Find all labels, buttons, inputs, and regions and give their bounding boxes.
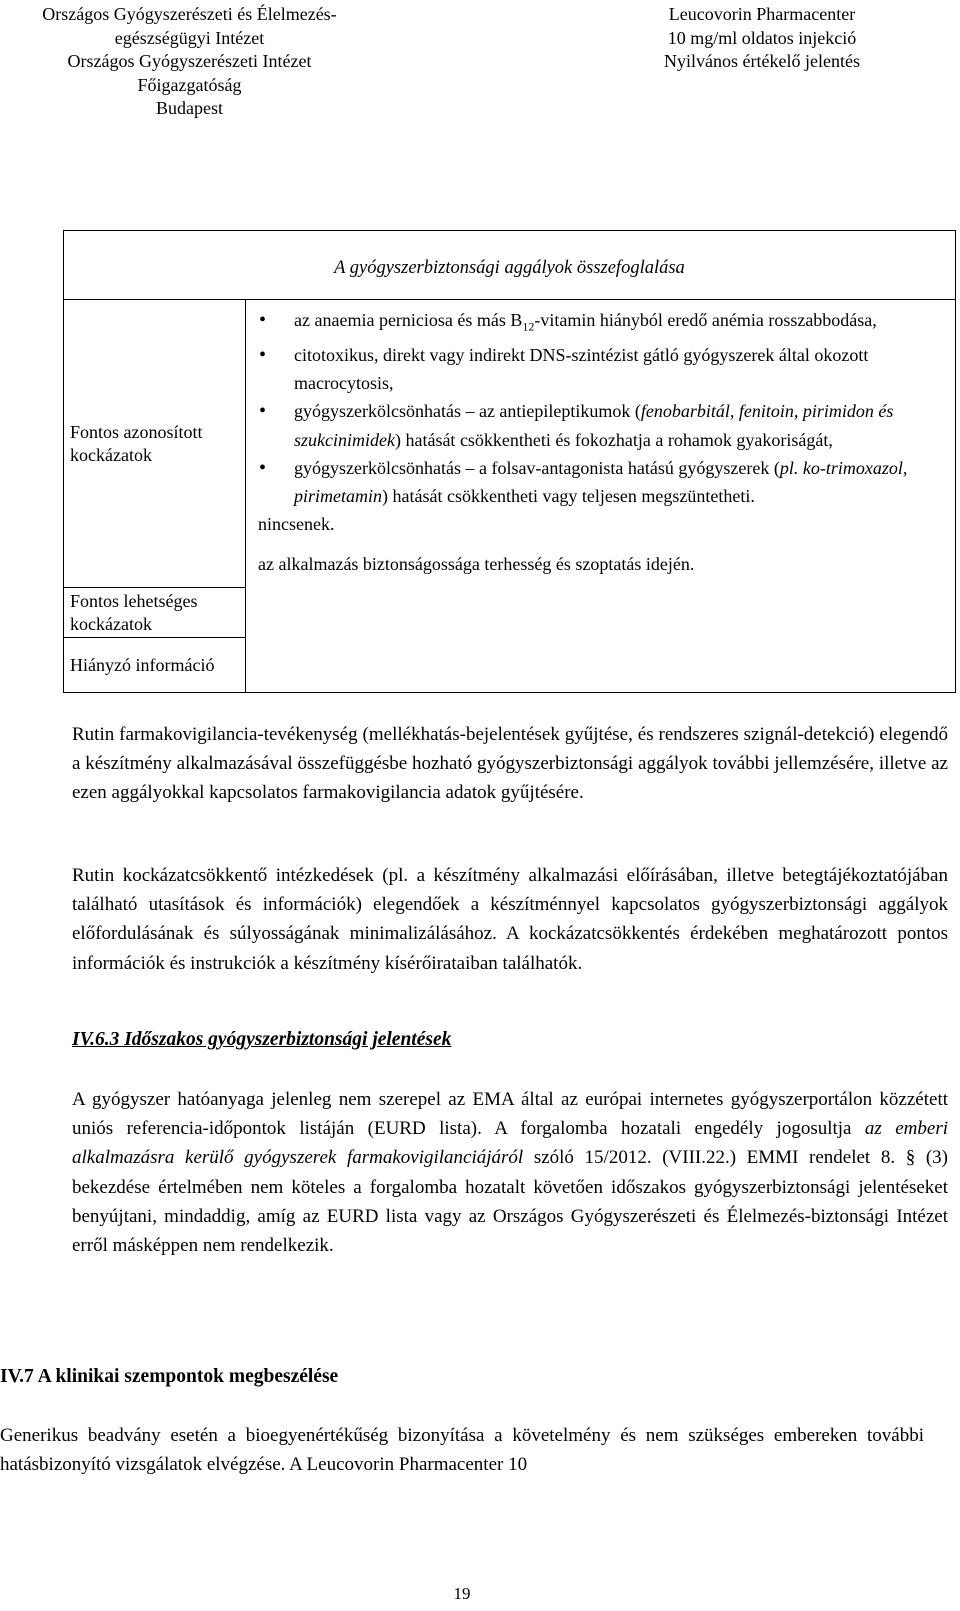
row-label-identified-risks: Fontos azonosított kockázatok — [64, 300, 246, 588]
header-left-line: egészségügyi Intézet — [114, 27, 265, 48]
header-left-line: Országos Gyógyszerészeti Intézet — [67, 51, 312, 71]
page-number: 19 — [453, 1584, 471, 1603]
list-item: • gyógyszerkölcsönhatás – a folsav-antagonista hatású gyógyszerek (pl. ko-trimoxazol, pirimetamin) hatását csökkentheti vagy teljesen megszüntetheti. — [294, 454, 943, 511]
risk-content-cell — [246, 300, 956, 693]
header-right — [604, 3, 920, 74]
row-label-missing-information: Hiányzó információ — [64, 638, 246, 693]
list-item: • gyógyszerkölcsönhatás – az antiepileptikumok (fenobarbitál, fenitoin, pirimidon és szukcinimidek) hatását csökkentheti és fokozhatja a rohamok gyakoriságát, — [294, 397, 943, 454]
missing-information-text: az alkalmazás biztonságossága terhesség és szoptatás idején. — [258, 553, 695, 574]
paragraph-pharmacovigilance: Rutin farmakovigilancia-tevékenység (mellékhatás-bejelentések gyűjtése, és rendszeres szignál-detekció) elegendő a készítmény alkalmazásával összefüggésbe hozható gyógyszerbiztonsági aggályok további jellemzésére, illetve az ezen aggályokkal kapcsolatos farmakovigilancia adatok gyűjtésére. — [72, 724, 948, 804]
header-right-line: Leucovorin Pharmacenter — [668, 4, 856, 24]
header-right-line: 10 mg/ml oldatos injekció — [667, 27, 857, 48]
header-left-line: Országos Gyógyszerészeti és Élelmezés- — [42, 4, 337, 24]
safety-summary-table — [63, 230, 956, 693]
header-left-line: Főigazgatóság — [137, 74, 242, 95]
identified-risks-list — [246, 300, 955, 511]
section-heading-clinical: IV.7 A klinikai szempontok megbeszélése — [0, 1366, 339, 1387]
potential-risks-text: nincsenek. — [258, 513, 335, 534]
section-heading-psur: IV.6.3 Időszakos gyógyszerbiztonsági jelentések — [72, 1029, 452, 1050]
header-right-line: Nyilvános értékelő jelentés — [664, 51, 860, 71]
row-label-potential-risks: Fontos lehetséges kockázatok — [64, 588, 246, 638]
paragraph-psur: A gyógyszer hatóanyaga jelenleg nem szerepel az EMA által az európai internetes gyógyszerportálon közzétett uniós referencia-időpontok listáján (EURD lista). A forgalomba hozatali engedély jogosultja az emberi alkalmazásra kerülő gyógyszerek farmakovigilanciájáról szóló 15/2012. (VIII.22.) EMMI rendelet 8. § (3) bekezdése értelmében nem köteles a forgalomba hozatalt követően időszakos gyógyszerbiztonsági jelentéseket benyújtani, mindaddig, amíg az EURD lista vagy az Országos Gyógyszerészeti és Élelmezés-biztonsági Intézet erről másképpen nem rendelkezik. — [72, 1089, 949, 1257]
list-item: • az anaemia perniciosa és más $B_{12}$-vitamin hiányból eredő anémia rosszabbodása, — [294, 306, 943, 341]
paragraph-clinical: Generikus beadvány esetén a bioegyenértékűség bizonyítása a követelmény és nem szükséges embereken további hatásbizonyító vizsgálatok elvégzése. A Leucovorin Pharmacenter 10 — [0, 1425, 924, 1476]
header-left-line: Budapest — [156, 98, 223, 118]
table-title: A gyógyszerbiztonsági aggályok összefoglalása — [64, 231, 956, 300]
list-item: • citotoxikus, direkt vagy indirekt DNS-szintézist gátló gyógyszerek által okozott macrocytosis, — [294, 341, 943, 398]
header-left — [39, 3, 340, 121]
paragraph-risk-minimisation: Rutin kockázatcsökkentő intézkedések (pl. a készítmény alkalmazási előírásában, illetve betegtájékoztatójában található utasítások és információk) elegendőek a készítménnyel kapcsolatos gyógyszerbiztonsági aggályok előfordulásának és súlyosságának minimalizálásához. A kockázatcsökkentés érdekében meghatározott pontos információk és instrukciók a készítmény kísérőirataiban találhatók. — [72, 865, 948, 974]
